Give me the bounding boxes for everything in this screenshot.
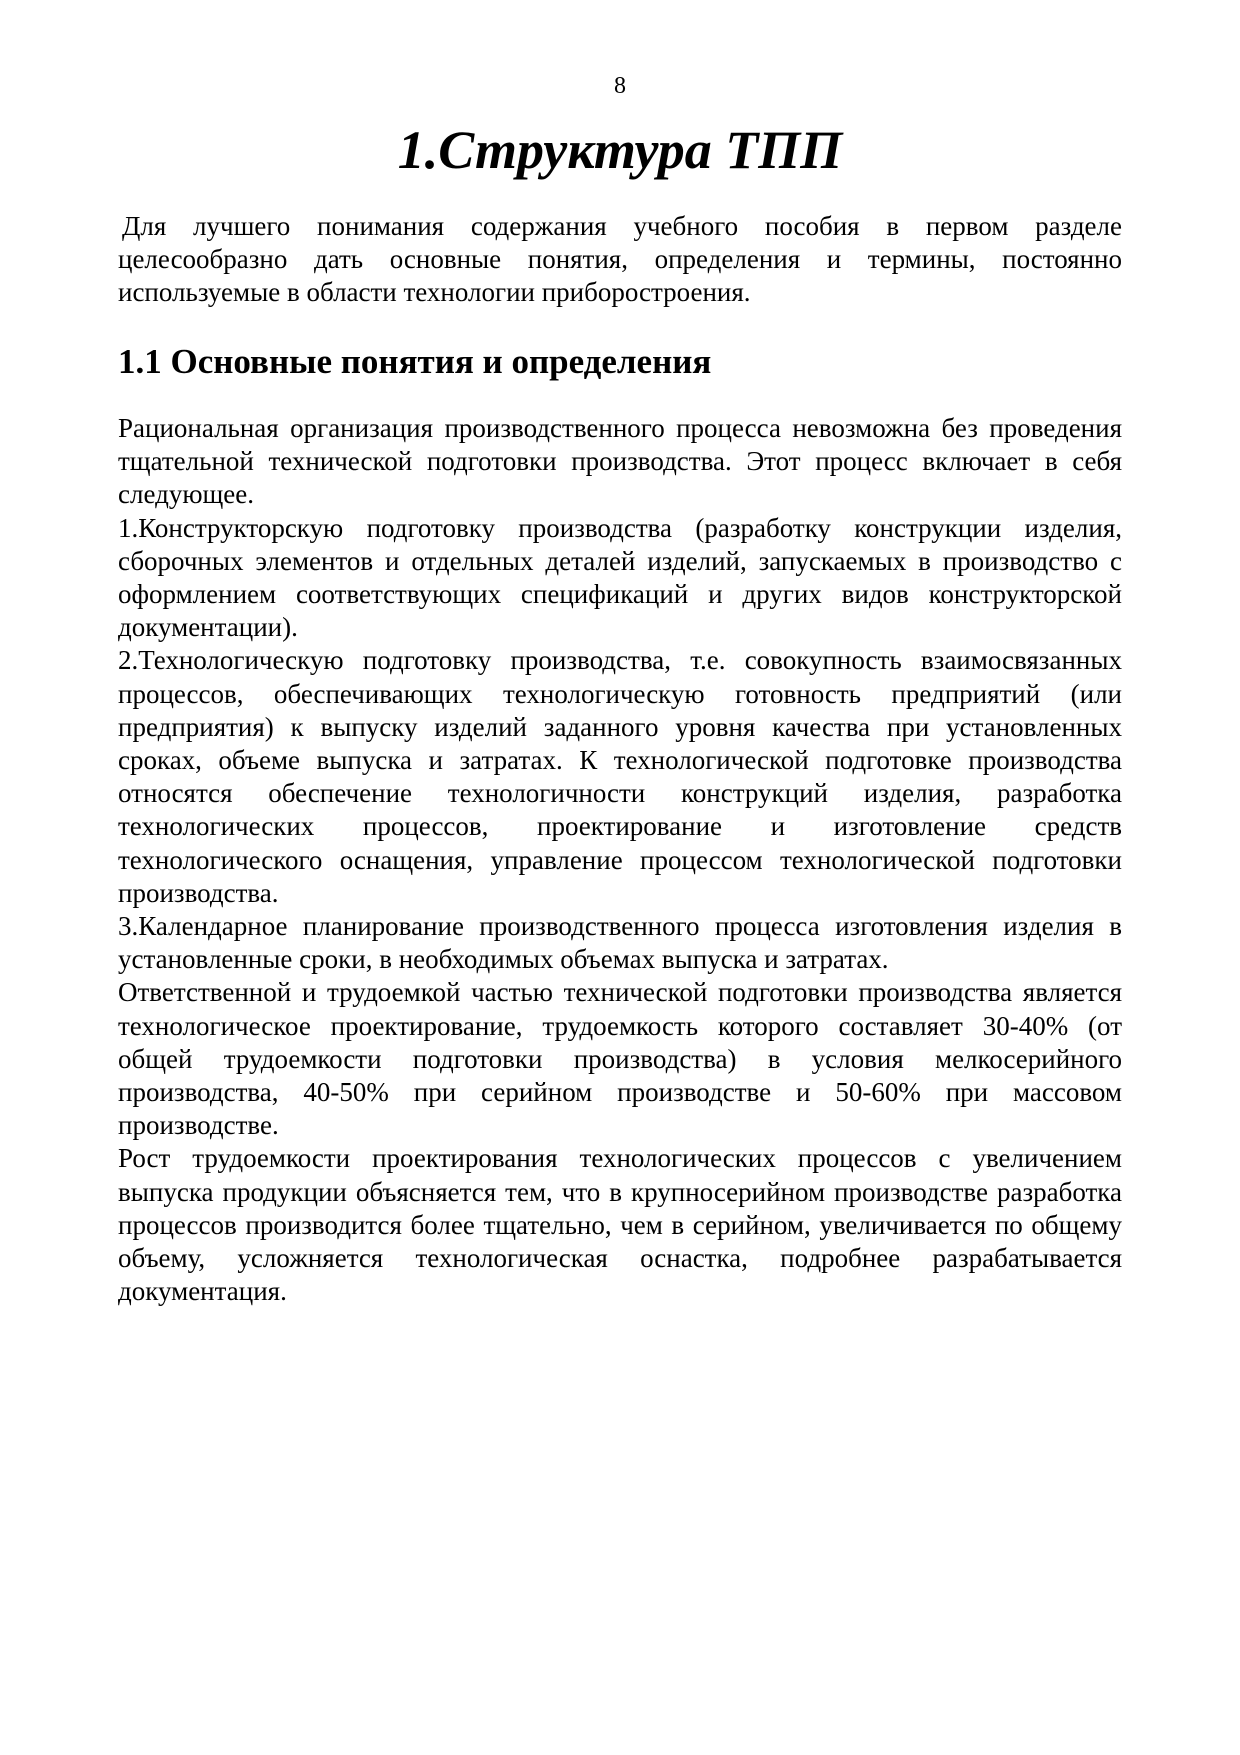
paragraph-technological-preparation: 2.Технологическую подготовку производства, т.е. совокупность взаимосвязанных процессов, обеспечивающих технологическую готовность предприятий (или предприятия) к выпуску изделий заданного уровня качества при установленных сроках, объеме выпуска и затратах. К технологической подготовке производства относятся обеспечение технологичности конструкций изделия, разработка технологических процессов, проектирование и изготовление средств технологического оснащения, управление процессом технологической подготовки производства. bbox=[118, 645, 1122, 908]
paragraph-labor-intensity: Ответственной и трудоемкой частью технической подготовки производства является технологическое проектирование, трудоемкость которого составляет 30-40% (от общей трудоемкости подготовки производства) в условия мелкосерийного производства, 40-50% при серийном производстве и 50-60% при массовом производстве. bbox=[118, 977, 1122, 1141]
page-number: 8 bbox=[614, 73, 626, 99]
paragraph-scheduling: 3.Календарное планирование производственного процесса изготовления изделия в установленные сроки, в необходимых объемах выпуска и затратах. bbox=[118, 911, 1122, 975]
paragraph-organization: Рациональная организация производственного процесса невозможна без проведения тщательной технической подготовки производства. Этот процесс включает в себя следующее. bbox=[118, 413, 1122, 510]
paragraph-design-preparation: 1.Конструкторскую подготовку производства (разработку конструкции изделия, сборочных элементов и отдельных деталей изделий, запускаемых в производство с оформлением соответствующих спецификаций и других видов конструкторской документации). bbox=[118, 512, 1122, 643]
paragraph-growth: Рост трудоемкости проектирования технологических процессов с увеличением выпуска продукции объясняется тем, что в крупносерийном производстве разработка процессов производится более тщательно, чем в серийном, увеличивается по общему объему, усложняется технологическая оснастка, подробнее разрабатывается документация. bbox=[118, 1143, 1122, 1307]
chapter-title: 1.Структура ТПП bbox=[397, 120, 843, 180]
section-title: 1.1 Основные понятия и определения bbox=[118, 342, 712, 381]
section-body bbox=[118, 412, 1122, 1308]
intro-paragraph: Для лучшего понимания содержания учебного пособия в первом разделе целесообразно дать основные понятия, определения и термины, постоянно используемые в области технологии приборостроения. bbox=[118, 211, 1122, 308]
